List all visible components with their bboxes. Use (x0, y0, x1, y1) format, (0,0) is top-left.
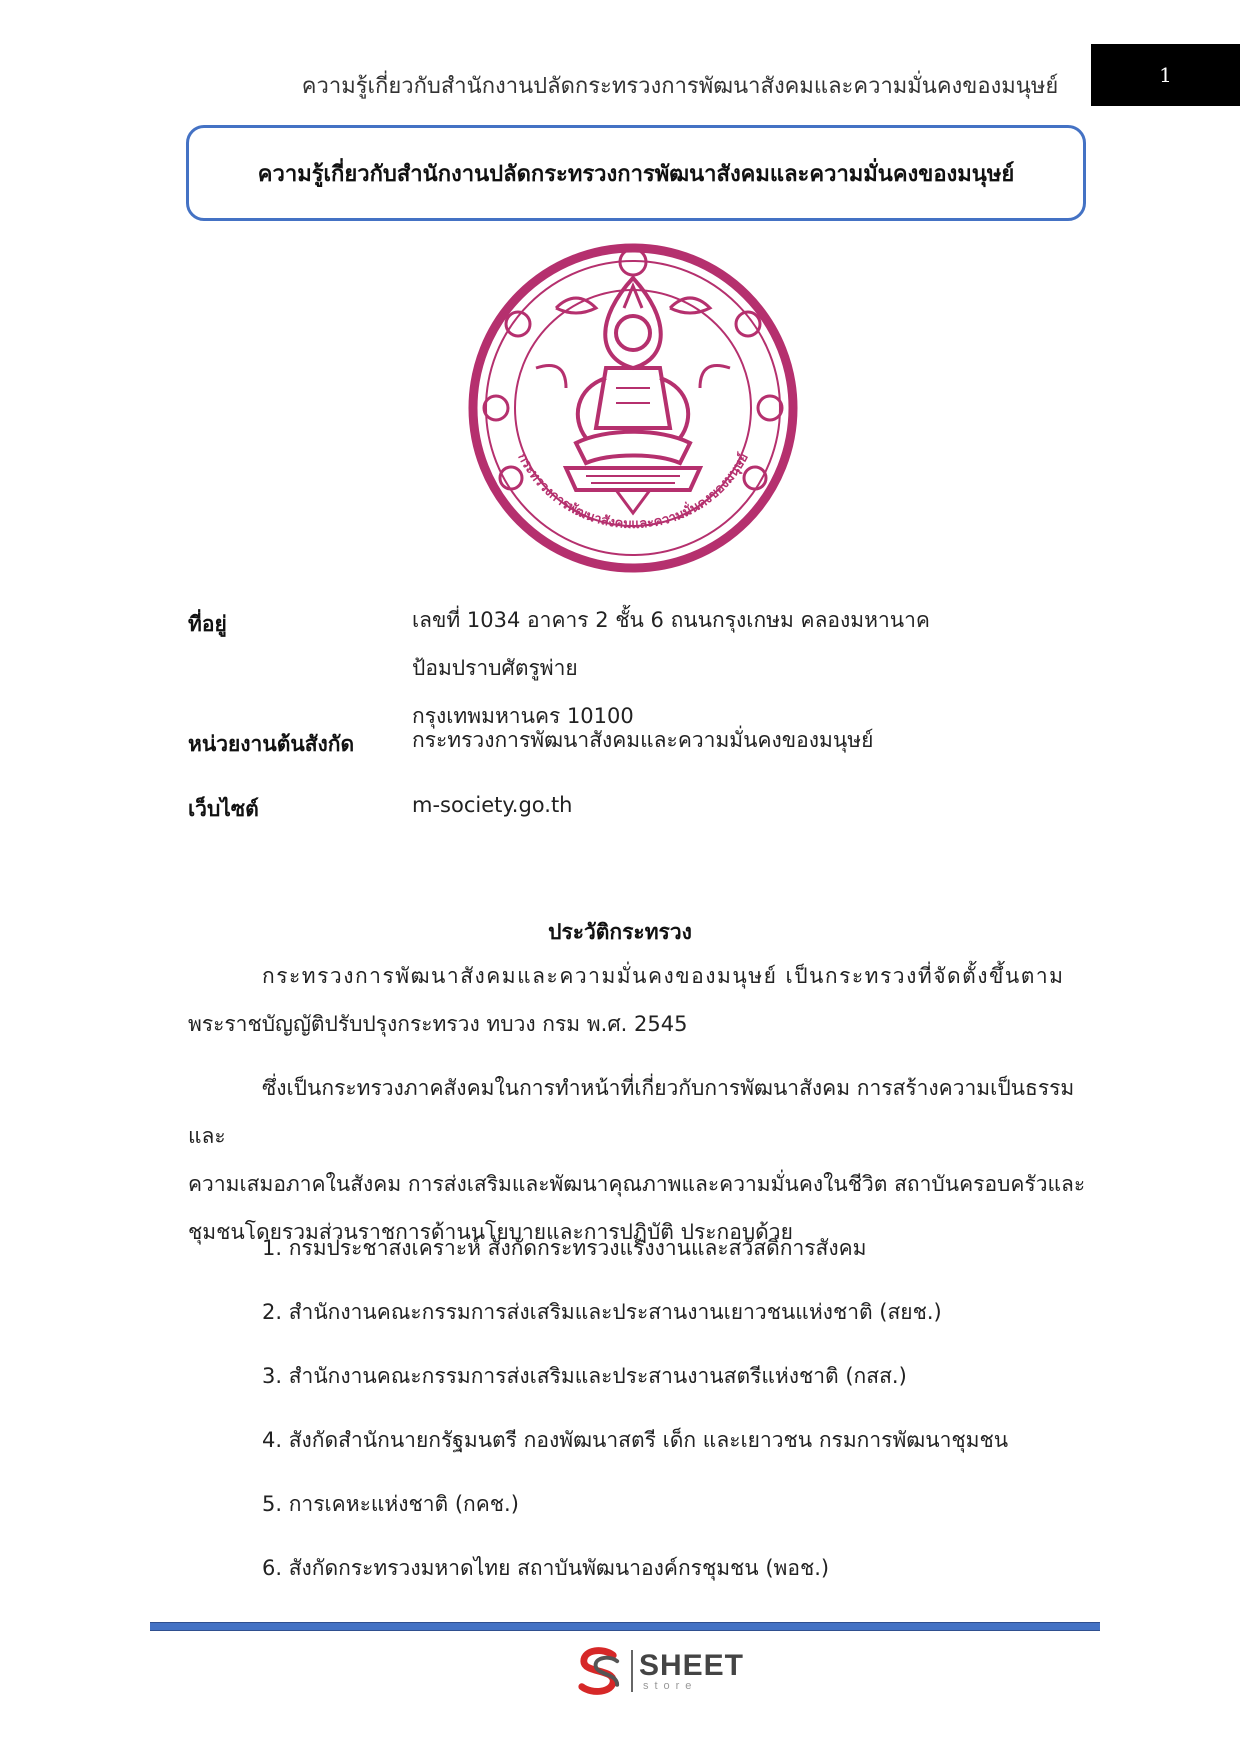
list-item: 5. การเคหะแห่งชาติ (กคช.) (262, 1492, 519, 1516)
history-paragraph (188, 1064, 1088, 1256)
footer-logo (574, 1644, 744, 1698)
paragraph-line: ชุมชนโดยรวมส่วนราชการด้านนโยบายและการปฏิบัติ ประกอบด้วย (188, 1220, 793, 1244)
page-title: ความรู้เกี่ยวกับสำนักงานปลัดกระทรวงการพัฒนาสังคมและความมั่นคงของมนุษย์ (257, 161, 1015, 187)
paragraph-line: ซึ่งเป็นกระทรวงภาคสังคมในการทำหน้าที่เกี่ยวกับการพัฒนาสังคม การสร้างความเป็นธรรมและ (188, 1076, 1075, 1148)
agency-line: กระทรวงการพัฒนาสังคมและความมั่นคงของมนุษย์ (412, 728, 874, 752)
agency-value (412, 716, 1092, 764)
footer-divider (150, 1622, 1100, 1631)
page-number: 1 (1091, 44, 1240, 106)
website-label: เว็บไซต์ (188, 797, 259, 821)
website-value (412, 781, 1092, 829)
title-box (186, 125, 1086, 221)
address-label: ที่อยู่ (188, 612, 227, 636)
running-header: ความรู้เกี่ยวกับสำนักงานปลัดกระทรวงการพัฒนาสังคมและความมั่นคงของมนุษย์ (301, 74, 1059, 99)
section-heading: ประวัติกระทรวง (548, 920, 692, 944)
list-item: 6. สังกัดกระทรวงมหาดไทย สถาบันพัฒนาองค์กรชุมชน (พอช.) (262, 1556, 830, 1580)
ministry-seal-icon (466, 238, 800, 578)
website-line: m-society.go.th (412, 793, 573, 817)
history-paragraph (188, 952, 1088, 1048)
paragraph-line: พระราชบัญญัติปรับปรุงกระทรวง ทบวง กรม พ.ศ. 2545 (188, 1012, 688, 1036)
address-line: เลขที่ 1034 อาคาร 2 ชั้น 6 ถนนกรุงเกษม คลองมหานาค ป้อมปราบศัตรูพ่าย (412, 608, 930, 680)
list-item: 4. สังกัดสำนักนายกรัฐมนตรี กองพัฒนาสตรี เด็ก และเยาวชน กรมการพัฒนาชุมชน (262, 1428, 1009, 1452)
list-item: 1. กรมประชาสงเคราะห์ สังกัดกระทรวงแรงงานและสวัสดิการสังคม (262, 1236, 867, 1260)
agency-label: หน่วยงานต้นสังกัด (188, 732, 355, 756)
address-line: กรุงเทพมหานคร 10100 (412, 704, 634, 728)
paragraph-line: กระทรวงการพัฒนาสังคมและความมั่นคงของมนุษย์ เป็นกระทรวงที่จัดตั้งขึ้นตาม (262, 964, 1065, 988)
seal-inscription: กระทรวงการพัฒนาสังคมและความมั่นคงของมนุษย์ (514, 450, 752, 533)
paragraph-line: ความเสมอภาคในสังคม การส่งเสริมและพัฒนาคุณภาพและความมั่นคงในชีวิต สถาบันครอบครัวและ (188, 1172, 1086, 1196)
list-item: 3. สำนักงานคณะกรรมการส่งเสริมและประสานงานสตรีแห่งชาติ (กสส.) (262, 1364, 907, 1388)
footer-brand (638, 1648, 744, 1692)
sheet-store-logo-icon (574, 1645, 625, 1697)
footer-brand-name: SHEET (638, 1648, 744, 1682)
list-item: 2. สำนักงานคณะกรรมการส่งเสริมและประสานงานเยาวชนแห่งชาติ (สยช.) (262, 1300, 942, 1324)
footer-brand-sub: store (642, 1679, 698, 1692)
